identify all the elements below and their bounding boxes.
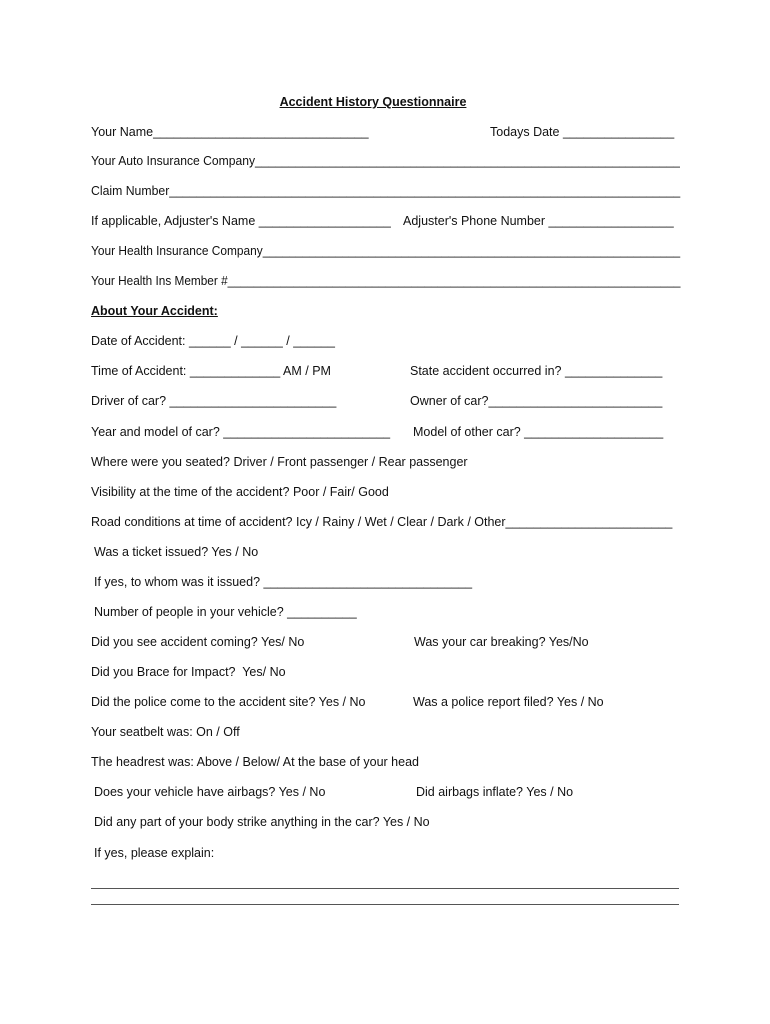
- adjuster-phone-field[interactable]: Adjuster's Phone Number __________________: [403, 214, 674, 228]
- headrest-question[interactable]: The headrest was: Above / Below/ At the base of your head: [91, 755, 419, 769]
- visibility-question[interactable]: Visibility at the time of the accident? Poor / Fair/ Good: [91, 485, 389, 499]
- auto-insurance-field[interactable]: Your Auto Insurance Company_______________________________________________________________: [91, 154, 680, 168]
- adjuster-name-field[interactable]: If applicable, Adjuster's Name ___________________: [91, 214, 391, 228]
- explain-line-2[interactable]: [91, 904, 679, 905]
- airbags-question[interactable]: Does your vehicle have airbags? Yes / No: [94, 785, 326, 799]
- see-accident-question[interactable]: Did you see accident coming? Yes/ No: [91, 635, 305, 649]
- ticket-question[interactable]: Was a ticket issued? Yes / No: [94, 545, 259, 559]
- health-insurance-field[interactable]: Your Health Insurance Company_______________________________________________________________: [91, 244, 681, 258]
- explain-label: If yes, please explain:: [94, 846, 215, 860]
- year-model-field[interactable]: Year and model of car? ________________________: [91, 425, 391, 439]
- brace-impact-question[interactable]: Did you Brace for Impact? Yes/ No: [91, 665, 286, 679]
- owner-field[interactable]: Owner of car?_________________________: [410, 394, 663, 408]
- explain-line-1[interactable]: [91, 888, 679, 889]
- car-breaking-question[interactable]: Was your car breaking? Yes/No: [414, 635, 589, 649]
- people-count-field[interactable]: Number of people in your vehicle? __________: [94, 605, 357, 619]
- seatbelt-question[interactable]: Your seatbelt was: On / Off: [91, 725, 240, 739]
- police-report-question[interactable]: Was a police report filed? Yes / No: [413, 695, 604, 709]
- other-car-model-field[interactable]: Model of other car? ____________________: [413, 425, 664, 439]
- accident-state-field[interactable]: State accident occurred in? ______________: [410, 364, 663, 378]
- accident-time-field[interactable]: Time of Accident: _____________ AM / PM: [91, 364, 331, 378]
- police-come-question[interactable]: Did the police come to the accident site? Yes / No: [91, 695, 366, 709]
- accident-section-heading: About Your Accident:: [91, 304, 218, 318]
- seated-question[interactable]: Where were you seated? Driver / Front passenger / Rear passenger: [91, 455, 468, 469]
- todays-date-field[interactable]: Todays Date ________________: [490, 125, 675, 139]
- airbags-inflate-question[interactable]: Did airbags inflate? Yes / No: [416, 785, 574, 799]
- accident-date-field[interactable]: Date of Accident: ______ / ______ / ______: [91, 334, 335, 348]
- ticket-whom-field[interactable]: If yes, to whom was it issued? ______________________________: [94, 575, 473, 589]
- body-strike-question[interactable]: Did any part of your body strike anything in the car? Yes / No: [94, 815, 430, 829]
- driver-field[interactable]: Driver of car? ________________________: [91, 394, 337, 408]
- your-name-field[interactable]: Your Name_______________________________: [91, 125, 369, 139]
- road-conditions-question[interactable]: Road conditions at time of accident? Icy / Rainy / Wet / Clear / Dark / Other________________________: [91, 515, 673, 529]
- health-member-field[interactable]: Your Health Ins Member #_____________________________________________________________________: [91, 274, 681, 288]
- page-title: Accident History Questionnaire: [279, 95, 467, 109]
- claim-number-field[interactable]: Claim Number___________________________________________________________________________: [91, 184, 681, 198]
